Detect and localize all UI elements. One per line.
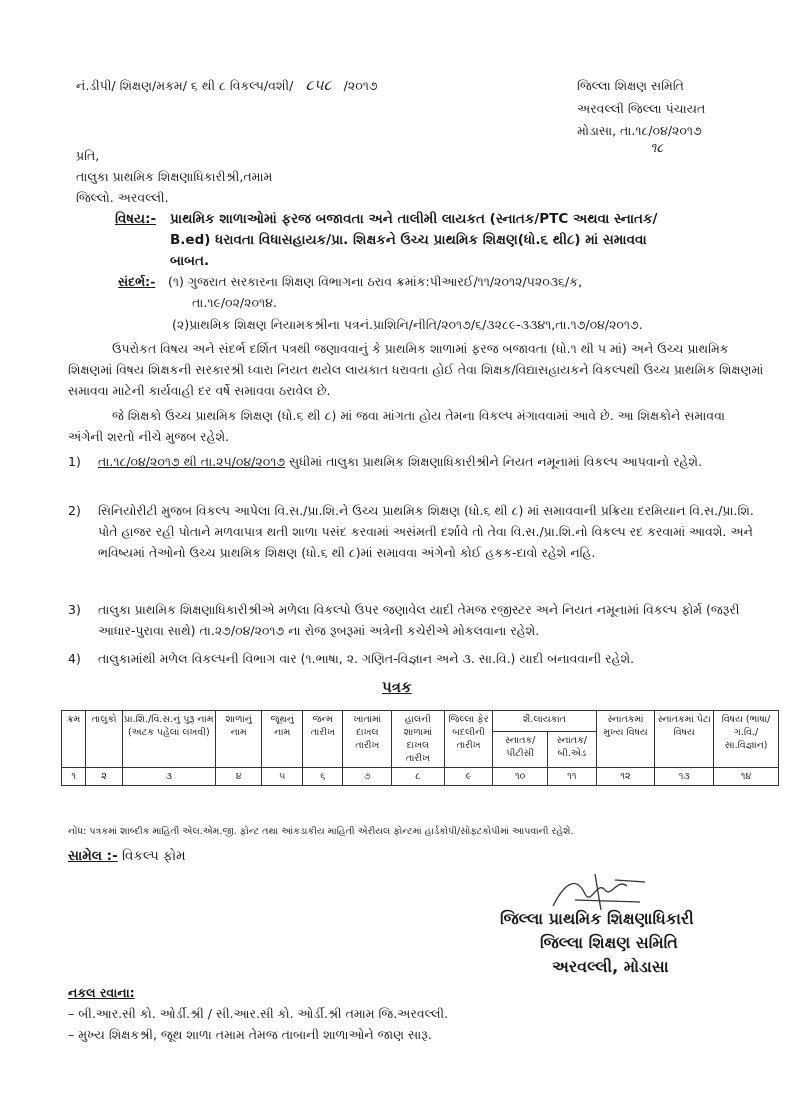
number-cell: ૧૪	[714, 768, 779, 786]
point-text: તાલુકા પ્રાથમિક શિક્ષણાધિકારીશ્રીએ મળેલા વિકલ્પો ઉપર જણાવેલ યાદી તેમજ રજીસ્ટર અને નિયત નમૂનામાં વિકલ્પ ફોર્મ (જરૂરી આધાર-પુરાવા સાથે) તા.૨૭/૦૪/૨૦૧૭ ના રોજ રૂબરૂમાં અત્રેની કચેરીએ મોકલવાના રહેશે.	[98, 602, 740, 638]
subheader-cell: સ્નાતક/ પીટીસી	[493, 731, 548, 767]
body-paragraph-2: જે શિક્ષકો ઉચ્ચ પ્રાથમિક શિક્ષણ (ધો.૬ થી ૮) માં જવા માંગતા હોય તેમના વિકલ્પ મંગાવવામાં આવે છે. આ શિક્ષકોને સમાવવા અંગેની શરતો નીચે મુજબ રહેશે.	[68, 408, 725, 444]
number-cell: ૨	[86, 768, 122, 786]
header-cell: હાલની શાળામાં દાખલ તારીખ	[392, 711, 445, 768]
header-cell: જન્મ તારીખ	[302, 711, 343, 768]
header-cell: શૈ.લાયકાત	[493, 711, 596, 732]
number-cell: ૮	[392, 768, 445, 786]
enclosure	[68, 848, 186, 864]
number-cell: ૧૦	[493, 768, 548, 786]
signatory-title: જિલ્લા પ્રાથમિક શિક્ષણાધિકારી	[500, 909, 694, 928]
number-cell: ૫	[262, 768, 303, 786]
recipient-to: પ્રતિ,	[76, 148, 100, 163]
reference-line-2: તા.૧૯/૦૨/૨૦૧૪.	[192, 295, 277, 310]
point-number: 4)	[68, 651, 81, 666]
signatory-office: જિલ્લા શિક્ષણ સમિતિ	[540, 933, 678, 952]
number-cell: ૧૨	[596, 768, 655, 786]
signatory-place: અરવલ્લી, મોડાસા	[552, 957, 669, 976]
header-cell: ખાતામાં દાખલ તારીખ	[343, 711, 392, 768]
point-text: તાલુકામાંથી મળેલ વિકલ્પની વિભાગ વાર (૧.ભાષા, ૨. ગણિત-વિજ્ઞાન અને ૩. સા.વિ.) યાદી બનાવવાની રહેશે.	[98, 651, 635, 666]
handwritten-stamp-note: ૧૮	[650, 141, 664, 156]
ref-prefix: નં.ડીપી/ શિક્ષણ/મકમ/ ૬ થી ૮ વિકલ્પ/વશી/	[76, 78, 294, 93]
signature-scribble	[545, 872, 655, 914]
number-cell: ૬	[302, 768, 343, 786]
copy-line-1: – બી.આર.સી કો. ઓર્ડી.શ્રી / સી.આર.સી કો. ઓર્ડી.શ્રી તમામ જિ.અરવલ્લી.	[68, 1006, 449, 1021]
header-cell: જૂથનું નામ	[262, 711, 303, 768]
office-line-2: અરવલ્લી જિલ્લા પંચાયત	[577, 101, 706, 116]
number-cell: ૧૧	[548, 768, 597, 786]
patrak-table	[61, 710, 779, 786]
subject-line-3: બાબત.	[170, 253, 210, 269]
subject-line-2: B.ed) ધરાવતા વિધાસહાયક/પ્રા. શિક્ષકને ઉચ્ચ પ્રાથમિક શિક્ષણ(ધો.૬ થી૮) માં સમાવવા	[170, 232, 647, 248]
copy-label: નકલ રવાના:	[68, 985, 135, 1000]
recipient-line-2: જિલ્લો. અરવલ્લી.	[76, 190, 169, 205]
subheader-cell: સ્નાતક/ બી.એડ	[548, 731, 597, 767]
reference-number	[76, 76, 378, 94]
table-number-row	[62, 768, 779, 786]
header-cell: ક્રમ	[62, 711, 86, 768]
point-number: 1)	[68, 454, 81, 469]
reference-label: સંદર્ભ:-	[118, 274, 156, 289]
ref-number-handwritten: ૮૫૮	[305, 76, 332, 94]
enclosure-text: વિકલ્પ ફોમ	[121, 848, 186, 864]
point-text: સુધીમાં તાલુકા પ્રાથમિક શિક્ષણાધિકારીશ્રીને નિયત નમૂનામાં વિકલ્પ આપવાનો રહેશે.	[285, 454, 703, 469]
number-cell: ૯	[444, 768, 493, 786]
office-date: મોડાસા, તા.૧૮/૦૪/૨૦૧૭	[577, 123, 702, 138]
header-cell: પ્રા.શિ./વિ.સ.નું પુરૂ નામ (અટક પહેલાં લખવી)	[122, 711, 215, 768]
number-cell: ૪	[215, 768, 262, 786]
header-cell: જિલ્લા ફેર બદલીની તારીખ	[444, 711, 493, 768]
header-cell: શાળાનું નામ	[215, 711, 262, 768]
point-number: 3)	[68, 602, 81, 617]
ref-year: /૨૦૧૭	[343, 78, 378, 93]
header-cell: તાલુકો	[86, 711, 122, 768]
body-paragraph-1: ઉપરોકત વિષય અને સંદર્ભ દર્શિત પત્રથી જણાવવાનું કે પ્રાથમિક શાળામાં ફરજ બજાવતા (ધો.૧ થી ૫ માં) અને ઉચ્ચ પ્રાથમિક શિક્ષણમાં વિષય શિક્ષકની સરકારશ્રી ધ્વારા નિયત થયેલ લાયકાત ધરાવતા હોઈ તેવા શિક્ષક/વિદ્યાસહાયકને વિકલ્પથી ઉચ્ચ પ્રાથમિક શિક્ષણમાં સમાવવા માટેની કાર્યવાહી દર વર્ષે સમાવવા ઠરાવેલ છે.	[68, 341, 764, 398]
copy-line-2: – મુખ્ય શિક્ષકશ્રી, જૂથ શાળા તમામ તેમજ તાબાની શાળાઓને જાણ સારૂ.	[68, 1027, 432, 1042]
reference-line-3: (૨)પ્રાથમિક શિક્ષણ નિયામકશ્રીના પત્રનં.પ્રાશિનિ/નીતિ/૨૦૧૭/૬/૩૨૮૯-૩૩૪૧,તા.૧૭/૦૪/૨૦૧૭.	[172, 317, 643, 332]
number-cell: ૭	[343, 768, 392, 786]
table-header-row	[62, 711, 779, 732]
point-date-range: તા.૧૮/૦૪/૨૦૧૭ થી તા.૨૫/૦૪/૨૦૧૭	[98, 454, 286, 469]
subject-line-1: પ્રાથમિક શાળાઓમાં ફરજ બજાવતા અને તાલીમી લાયકત (સ્નાતક/PTC અથવા સ્નાતક/	[170, 211, 658, 227]
enclosure-label: સામેલ :-	[68, 848, 118, 864]
number-cell: ૧૩	[655, 768, 714, 786]
number-cell: ૧	[62, 768, 86, 786]
point-text: સિનિયોરીટી મુજબ વિકલ્પ આપેલા વિ.સ./પ્રા.શિ.ને ઉચ્ચ પ્રાથમિક શિક્ષણ (ધો.૬ થી ૮) માં સમાવવાની પ્રક્રિયા દરમિયાન વિ.સ./પ્રા.શિ. પોતે હાજર રહી પોતાને મળવાપાત્ર થતી શાળા પસંદ કરવામાં અસંમતી દર્શાવે તો તેવા વિ.સ./પ્રા.શિ.નો વિકલ્પ રદ કરવામાં આવશે. અને ભવિષ્યમાં તેઓનો ઉચ્ચ પ્રાથમિક શિક્ષણ (ધો.૬ થી ૮)માં સમાવવા અંગેનો કોઈ હકક-દાવો રહેશે નહિ.	[98, 503, 754, 560]
point-number: 2)	[68, 503, 81, 518]
recipient-line-1: તાલુકા પ્રાથમિક શિક્ષણાધિકારીશ્રી,તમામ	[76, 169, 273, 184]
subject-label: વિષય:-	[115, 211, 157, 227]
header-cell: વિષય (ભાષા/ ગ.વિ./ સા.વિજ્ઞાન)	[714, 711, 779, 768]
table-note: નોંધ: પત્રકમાં શાબ્દીક માહિતી એલ.એમ.જી. ફોન્ટ તથા આંકડાકીય માહિતી એરીયલ ફોન્ટમાં હાર્ડકોપી/સોફ્ટકોપીમાં આપવાની રહેશે.	[68, 826, 574, 837]
header-cell: સ્નાતકમાં પેટા વિષય	[655, 711, 714, 768]
number-cell: ૩	[122, 768, 215, 786]
reference-line-1: (૧) ગુજરાત સરકારના શિક્ષણ વિભાગના ઠરાવ ક્રમાંક:પીઆરઈ/૧૧/૨૦૧૨/૫૨૦૩૬/ક,	[168, 274, 583, 289]
patrak-title: પત્રક	[382, 678, 412, 696]
header-cell: સ્નાતકમાં મુખ્ય વિષય	[596, 711, 655, 768]
office-line-1: જિલ્લા શિક્ષણ સમિતિ	[577, 78, 684, 93]
